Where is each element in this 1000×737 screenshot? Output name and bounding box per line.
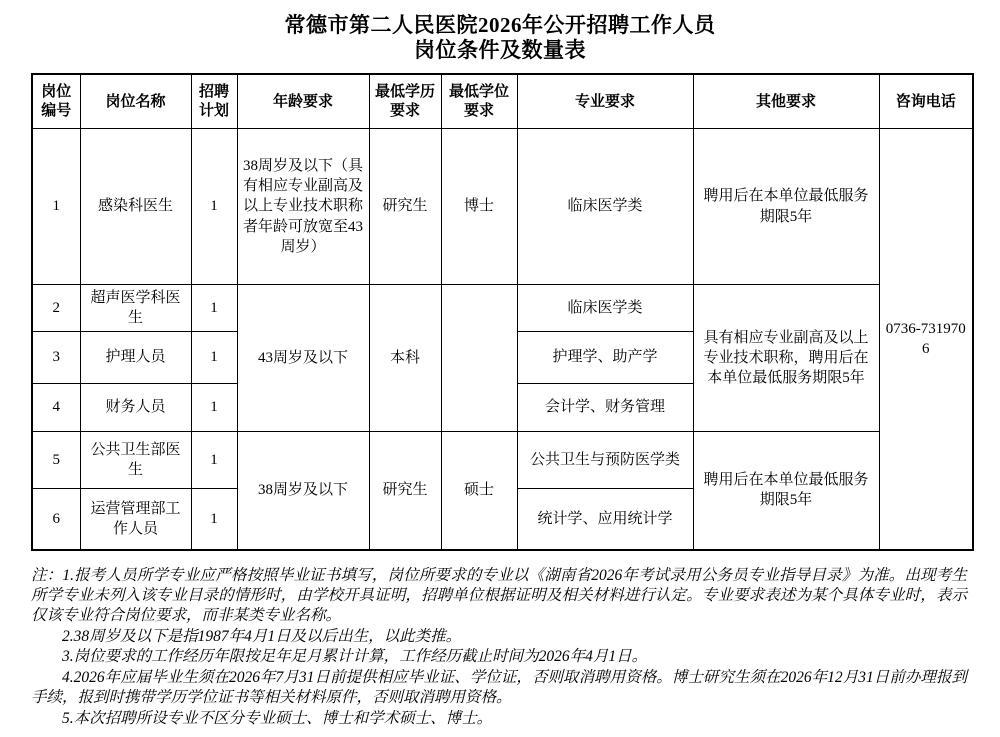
major-cell: 临床医学类 — [517, 129, 693, 285]
page-title-line2: 岗位条件及数量表 — [414, 37, 586, 62]
note-1: 注：1.报考人员所学专业应严格按照毕业证书填写，岗位所要求的专业以《湖南省2026年考试录用公务员专业指导目录》为准。出现考生所学专业未列入该专业目录的情形时，由学校开具证明，招聘单位根据证明及相关材料进行认定。专业要求表述为某个具体专业时，表示仅该专业符合岗位要求，而非某类专业名称。 — [31, 566, 967, 625]
age-requirement-cell: 43周岁及以下 — [237, 285, 369, 432]
plan-count-cell: 1 — [191, 384, 237, 432]
position-no-cell: 1 — [32, 129, 80, 285]
table-row — [32, 285, 973, 332]
header-phone: 咨询电话 — [879, 74, 973, 129]
position-name-cell: 财务人员 — [80, 384, 191, 432]
header-row — [32, 74, 973, 129]
position-name-cell: 公共卫生部医生 — [80, 432, 191, 489]
header-position-no: 岗位编号 — [32, 74, 80, 129]
education-cell: 本科 — [369, 285, 441, 432]
education-cell: 研究生 — [369, 129, 441, 285]
position-name-cell: 超声医学科医生 — [80, 285, 191, 332]
table-row — [32, 129, 973, 285]
plan-count-cell: 1 — [191, 332, 237, 384]
header-min-education: 最低学历要求 — [369, 74, 441, 129]
age-requirement-cell: 38周岁及以下（具有相应专业副高及以上专业技术职称者年龄可放宽至43周岁） — [237, 129, 369, 285]
position-no-cell: 5 — [32, 432, 80, 489]
plan-count-cell: 1 — [191, 432, 237, 489]
note-5: 5.本次招聘所设专业不区分专业硕士、博士和学术硕士、博士。 — [62, 709, 493, 727]
degree-cell: 硕士 — [441, 432, 517, 550]
other-requirement-cell: 聘用后在本单位最低服务期限5年 — [693, 129, 879, 285]
position-name-cell: 运营管理部工作人员 — [80, 489, 191, 550]
major-cell: 统计学、应用统计学 — [517, 489, 693, 550]
position-no-cell: 4 — [32, 384, 80, 432]
header-plan-count: 招聘计划 — [191, 74, 237, 129]
header-min-degree: 最低学位要求 — [441, 74, 517, 129]
header-age-requirement: 年龄要求 — [237, 74, 369, 129]
table-row — [32, 432, 973, 489]
header-other-requirement: 其他要求 — [693, 74, 879, 129]
major-cell: 临床医学类 — [517, 285, 693, 332]
recruitment-table — [31, 73, 974, 551]
page-title-line1: 常德市第二人民医院2026年公开招聘工作人员 — [284, 13, 716, 37]
position-name-cell: 感染科医生 — [80, 129, 191, 285]
position-no-cell: 6 — [32, 489, 80, 550]
degree-cell — [441, 285, 517, 432]
notes-section — [31, 566, 967, 730]
age-requirement-cell: 38周岁及以下 — [237, 432, 369, 550]
position-no-cell: 3 — [32, 332, 80, 384]
major-cell: 护理学、助产学 — [517, 332, 693, 384]
position-name-cell: 护理人员 — [80, 332, 191, 384]
phone-cell: 0736-7319706 — [879, 129, 973, 550]
note-3: 3.岗位要求的工作经历年限按足年足月累计计算，工作经历截止时间为2026年4月1日。 — [62, 648, 648, 666]
plan-count-cell: 1 — [191, 489, 237, 550]
major-cell: 会计学、财务管理 — [517, 384, 693, 432]
education-cell: 研究生 — [369, 432, 441, 550]
other-requirement-cell: 聘用后在本单位最低服务期限5年 — [693, 432, 879, 550]
note-2: 2.38周岁及以下是指1987年4月1日及以后出生，以此类推。 — [62, 627, 462, 645]
position-no-cell: 2 — [32, 285, 80, 332]
major-cell: 公共卫生与预防医学类 — [517, 432, 693, 489]
plan-count-cell: 1 — [191, 129, 237, 285]
header-position-name: 岗位名称 — [80, 74, 191, 129]
degree-cell: 博士 — [441, 129, 517, 285]
note-4: 4.2026年应届毕业生须在2026年7月31日前提供相应毕业证、学位证，否则取消聘用资格。博士研究生须在2026年12月31日前办理报到手续，报到时携带学历学位证书等相关材料原件，否则取消聘用资格。 — [31, 668, 967, 707]
plan-count-cell: 1 — [191, 285, 237, 332]
page-title — [0, 0, 1000, 63]
header-major-requirement: 专业要求 — [517, 74, 693, 129]
other-requirement-cell: 具有相应专业副高及以上专业技术职称，聘用后在本单位最低服务期限5年 — [693, 285, 879, 432]
